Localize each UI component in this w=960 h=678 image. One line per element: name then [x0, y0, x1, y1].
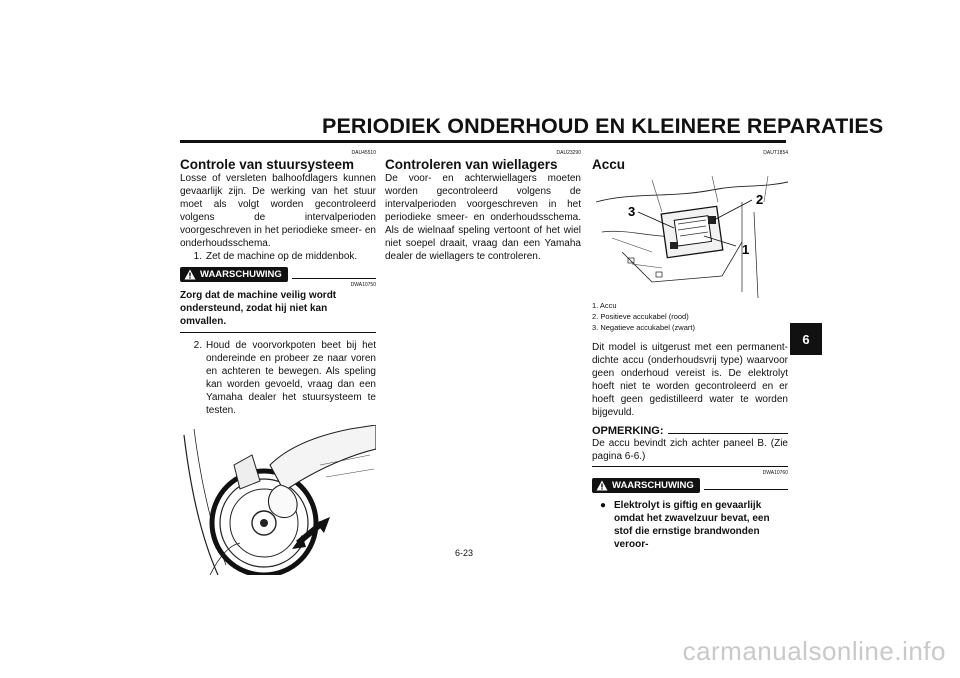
column-wheel-bearings: [385, 145, 581, 263]
warning-label: WAARSCHUWING: [612, 480, 694, 491]
note-text: De accu bevindt zich achter paneel B. (Zie pagina 6-6.): [592, 438, 788, 462]
warning-header: [180, 267, 376, 282]
caption-2: 2. Positieve accukabel (rood): [592, 312, 689, 321]
bullet-icon: ●: [599, 500, 607, 511]
warning-end-rule: [180, 332, 376, 333]
watermark: carmanualsonline.info: [682, 636, 946, 666]
warning-rule: [292, 278, 376, 279]
warning-label: WAARSCHUWING: [200, 269, 282, 280]
front-wheel-illustration: [180, 425, 376, 575]
step-number: 1.: [193, 251, 202, 262]
page-number: 6-23: [455, 548, 474, 558]
section-body: Dit model is uitgerust met een permanent-dichte accu (onderhoudsvrij type) waarvoor geen onderhoud vereist is. De elektrolyt hoeft niet te worden gecontroleerd en er hoeft geen gedistilleerd water te worden bijgevuld.: [592, 342, 788, 418]
warning-text: Zorg dat de machine veilig wordt ondersteund, zodat hij niet kan omvallen.: [180, 290, 337, 327]
warning-header: [592, 478, 788, 493]
battery-illustration: [592, 172, 788, 298]
warning-rule: [704, 489, 788, 490]
warning-badge: [180, 267, 288, 282]
note-label: OPMERKING:: [592, 425, 664, 437]
figure-label-2: 2: [756, 192, 764, 207]
section-heading: Controle van stuursysteem: [180, 157, 355, 172]
step-2: [180, 339, 376, 417]
note-rule: [668, 433, 789, 434]
warning-badge: [592, 478, 700, 493]
column-battery: [592, 145, 788, 551]
section-code: DAU45510: [351, 150, 376, 156]
column-steering: [180, 145, 376, 575]
warning-code: DWA10750: [350, 282, 376, 288]
note-end-rule: [592, 466, 788, 467]
step-1: [180, 250, 376, 263]
step-number: 2.: [193, 340, 202, 351]
step-text: Zet de machine op de middenbok.: [206, 251, 358, 262]
title-rule: [180, 140, 786, 143]
section-heading: Controleren van wiellagers: [385, 157, 558, 172]
section-code: DAUT1854: [763, 150, 788, 156]
warning-code: DWA10760: [762, 470, 788, 476]
caption-1: 1. Accu: [592, 301, 617, 310]
section-heading: Accu: [592, 157, 626, 172]
step-text: Houd de voorvorkpoten beet bij het ondereinde en probeer ze naar voren en achteren te bewegen. Als speling kan worden gevoeld, vraag dan een Yamaha dealer het stuursysteem te testen.: [206, 340, 376, 416]
warning-bullet-text: Elektrolyt is giftig en gevaarlijk omdat het zwavelzuur bevat, een stof die ernstige brandwonden veroor-: [614, 500, 770, 550]
figure-label-3: 3: [628, 204, 636, 219]
section-code: DAU23290: [556, 150, 581, 156]
page-title: PERIODIEK ONDERHOUD EN KLEINERE REPARATIES: [322, 114, 884, 138]
chapter-tab: 6: [790, 323, 822, 355]
note-header: [592, 425, 788, 437]
section-intro: Losse of versleten balhoofdlagers kunnen gevaarlijk zijn. De werking van het stuur moet als volgt worden gecontroleerd volgens de intervalperioden voorgeschreven in het periodieke smeer- en onderhoudsschema.: [180, 173, 376, 249]
caption-3: 3. Negatieve accukabel (zwart): [592, 323, 695, 332]
warning-triangle-icon: [596, 480, 608, 491]
section-body: De voor- en achterwiellagers moeten worden gecontroleerd volgens de intervalperioden voorgeschreven in het periodieke smeer- en onderhoudsschema. Als de wielnaaf speling vertoont of het wiel niet soepel draait, vraag dan een Yamaha dealer de wiellagers te controleren.: [385, 173, 581, 262]
figure-label-1: 1: [742, 242, 750, 257]
warning-triangle-icon: [184, 269, 196, 280]
warning-bullet: [592, 499, 788, 551]
